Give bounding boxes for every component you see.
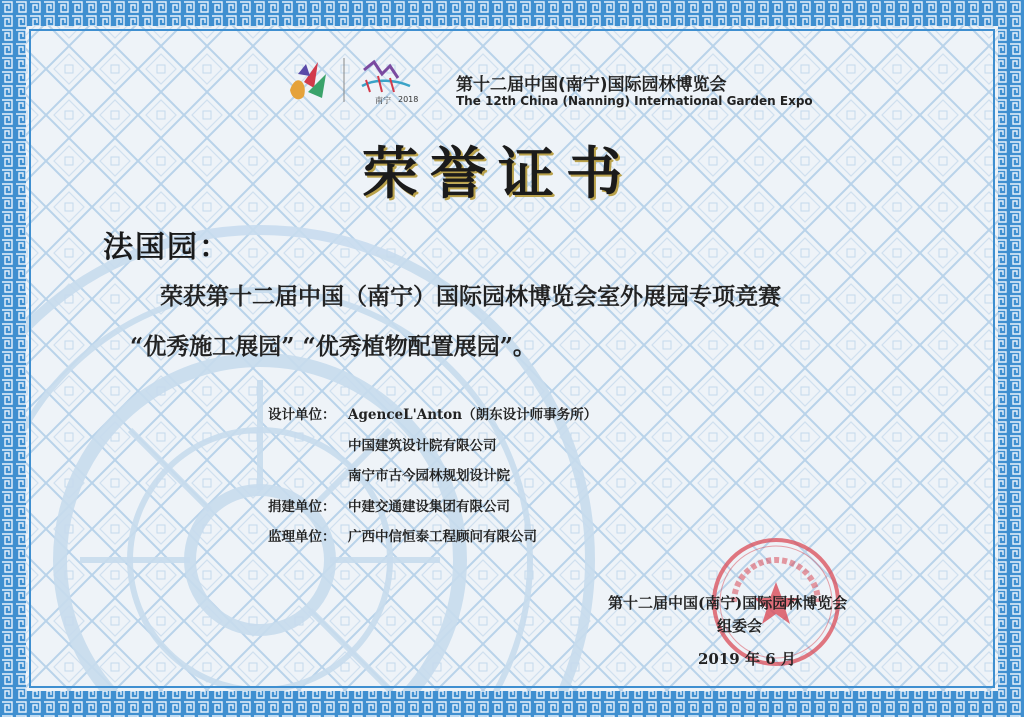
award-text-line-1: 荣获第十二届中国（南宁）国际园林博览会室外展园专项竞赛 (160, 283, 781, 310)
expo-name-cn: 第十二届中国(南宁)国际园林博览会 (456, 75, 727, 95)
logo-city: 南宁 (375, 96, 391, 105)
recipient-name: 法国园： (103, 230, 231, 265)
build-unit: 中建交通建设集团有限公司 (348, 499, 510, 515)
design-unit-1: AgenceL'Anton（朗东设计师事务所） (348, 407, 598, 423)
design-unit-2: 中国建筑设计院有限公司 (348, 438, 497, 454)
issuer-name: 第十二届中国(南宁)国际园林博览会 (608, 594, 848, 612)
award-text-line-2: “优秀施工展园” “优秀植物配置展园”。 (130, 333, 536, 360)
supervise-unit-label: 监理单位： (268, 529, 336, 545)
expo-name-en: The 12th China (Nanning) International Garden Expo (456, 94, 813, 108)
issue-date: 2019 年 6 月 (698, 650, 796, 668)
design-unit-3: 南宁市古今园林规划设计院 (348, 468, 510, 484)
design-unit-label: 设计单位： (268, 407, 336, 423)
issuer-committee: 组委会 (717, 617, 763, 635)
supervise-unit: 广西中信恒泰工程顾问有限公司 (348, 529, 537, 545)
certificate-title: 荣誉证书 (362, 141, 634, 207)
logo-year: 2018 (398, 95, 419, 104)
build-unit-label: 捐建单位： (268, 499, 336, 515)
